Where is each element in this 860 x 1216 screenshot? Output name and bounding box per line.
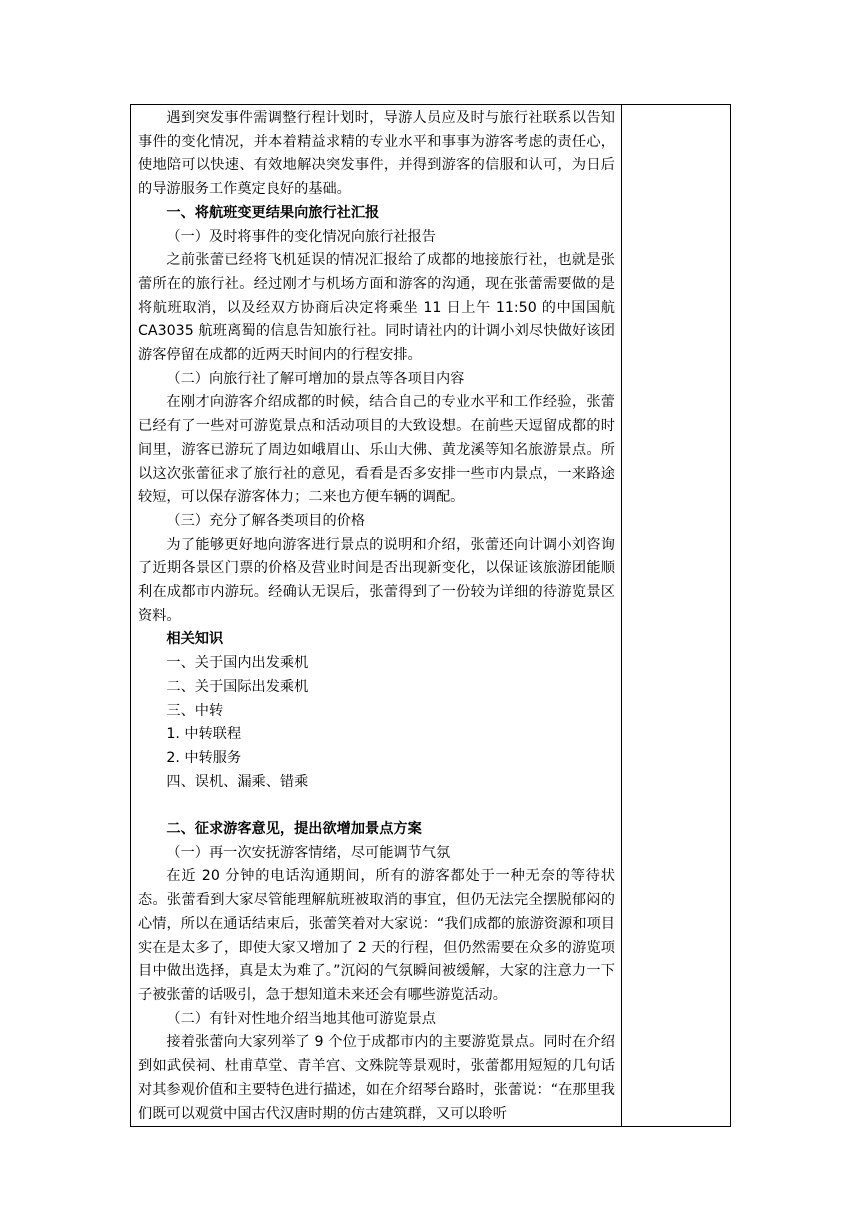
content-body	[131, 105, 621, 1126]
document-table	[130, 104, 731, 1127]
blank-line	[138, 794, 615, 818]
notes-cell	[622, 105, 731, 1127]
content-cell	[131, 105, 622, 1127]
subheading-2-2: （二）有针对性地介绍当地其他可游览景点	[166, 1010, 436, 1027]
knowledge-item-3-2: 2. 中转服务	[166, 749, 242, 766]
paragraph-flight-report: 之前张蕾已经将飞机延误的情况汇报给了成都的地接旅行社，也就是张蕾所在的旅行社。经过刚才与机场方面和游客的沟通，现在张蕾需要做的是将航班取消，以及经双方协商后决定将乘坐 11 日上午 11:50 的中国国航 CA3035 航班离蜀的信息告知旅行社。同时请社内的计调小刘尽快做好该团游客停留在成都的近两天时间内的行程安排。	[138, 252, 615, 364]
knowledge-item-4: 四、误机、漏乘、错乘	[166, 773, 309, 790]
paragraph-calm-tourists: 在近 20 分钟的电话沟通期间，所有的游客都处于一种无奈的等待状态。张蕾看到大家尽管能理解航班被取消的事宜，但仍无法完全摆脱郁闷的心情，所以在通话结束后，张蕾笑着对大家说：“我们成都的旅游资源和项目实在是太多了，即使大家又增加了 2 天的行程，但仍然需要在众多的游览项目中做出选择，真是太为难了。”沉闷的气氛瞬间被缓解，大家的注意力一下子被张蕾的话吸引，急于想知道未来还会有哪些游览活动。	[138, 868, 615, 1003]
knowledge-item-2: 二、关于国际出发乘机	[166, 678, 309, 695]
heading-2: 二、征求游客意见，提出欲增加景点方案	[166, 821, 422, 838]
subheading-1-3: （三）充分了解各类项目的价格	[166, 512, 366, 529]
subheading-1-2: （二）向旅行社了解可增加的景点等各项目内容	[166, 370, 465, 387]
paragraph-intro: 遇到突发事件需调整行程计划时，导游人员应及时与旅行社联系以告知事件的变化情况，并本着精益求精的专业水平和事事为游客考虑的责任心，使地陪可以快速、有效地解决突发事件，并得到游客的信服和认可，为日后的导游服务工作奠定良好的基础。	[138, 110, 615, 198]
paragraph-local-spots: 接着张蕾向大家列举了 9 个位于成都市内的主要游览景点。同时在介绍到如武侯祠、杜甫草堂、青羊宫、文殊院等景观时，张蕾都用短短的几句话对其参观价值和主要特色进行描述，如在介绍琴台路时，张蕾说：“在那里我们既可以观赏中国古代汉唐时期的仿古建筑群，又可以聆听	[138, 1034, 615, 1122]
related-knowledge-heading: 相关知识	[166, 631, 224, 648]
heading-1: 一、将航班变更结果向旅行社汇报	[166, 204, 380, 221]
subheading-2-1: （一）再一次安抚游客情绪，尽可能调节气氛	[166, 844, 451, 861]
paragraph-scenic-spots: 在刚才向游客介绍成都的时候，结合自己的专业水平和工作经验，张蕾已经有了一些对可游览景点和活动项目的大致设想。在前些天逗留成都的时间里，游客已游玩了周边如峨眉山、乐山大佛、黄龙溪等知名旅游景点。所以这次张蕾征求了旅行社的意见，看看是否多安排一些市内景点，一来路途较短，可以保存游客体力；二来也方便车辆的调配。	[138, 394, 615, 506]
knowledge-item-3-1: 1. 中转联程	[166, 726, 242, 743]
paragraph-prices: 为了能够更好地向游客进行景点的说明和介绍，张蕾还向计调小刘咨询了近期各景区门票的价格及营业时间是否出现新变化，以保证该旅游团能顺利在成都市内游玩。经确认无误后，张蕾得到了一份较为详细的待游览景区资料。	[138, 536, 615, 624]
subheading-1-1: （一）及时将事件的变化情况向旅行社报告	[166, 228, 436, 245]
knowledge-item-1: 一、关于国内出发乘机	[166, 655, 309, 672]
knowledge-item-3: 三、中转	[166, 702, 224, 719]
